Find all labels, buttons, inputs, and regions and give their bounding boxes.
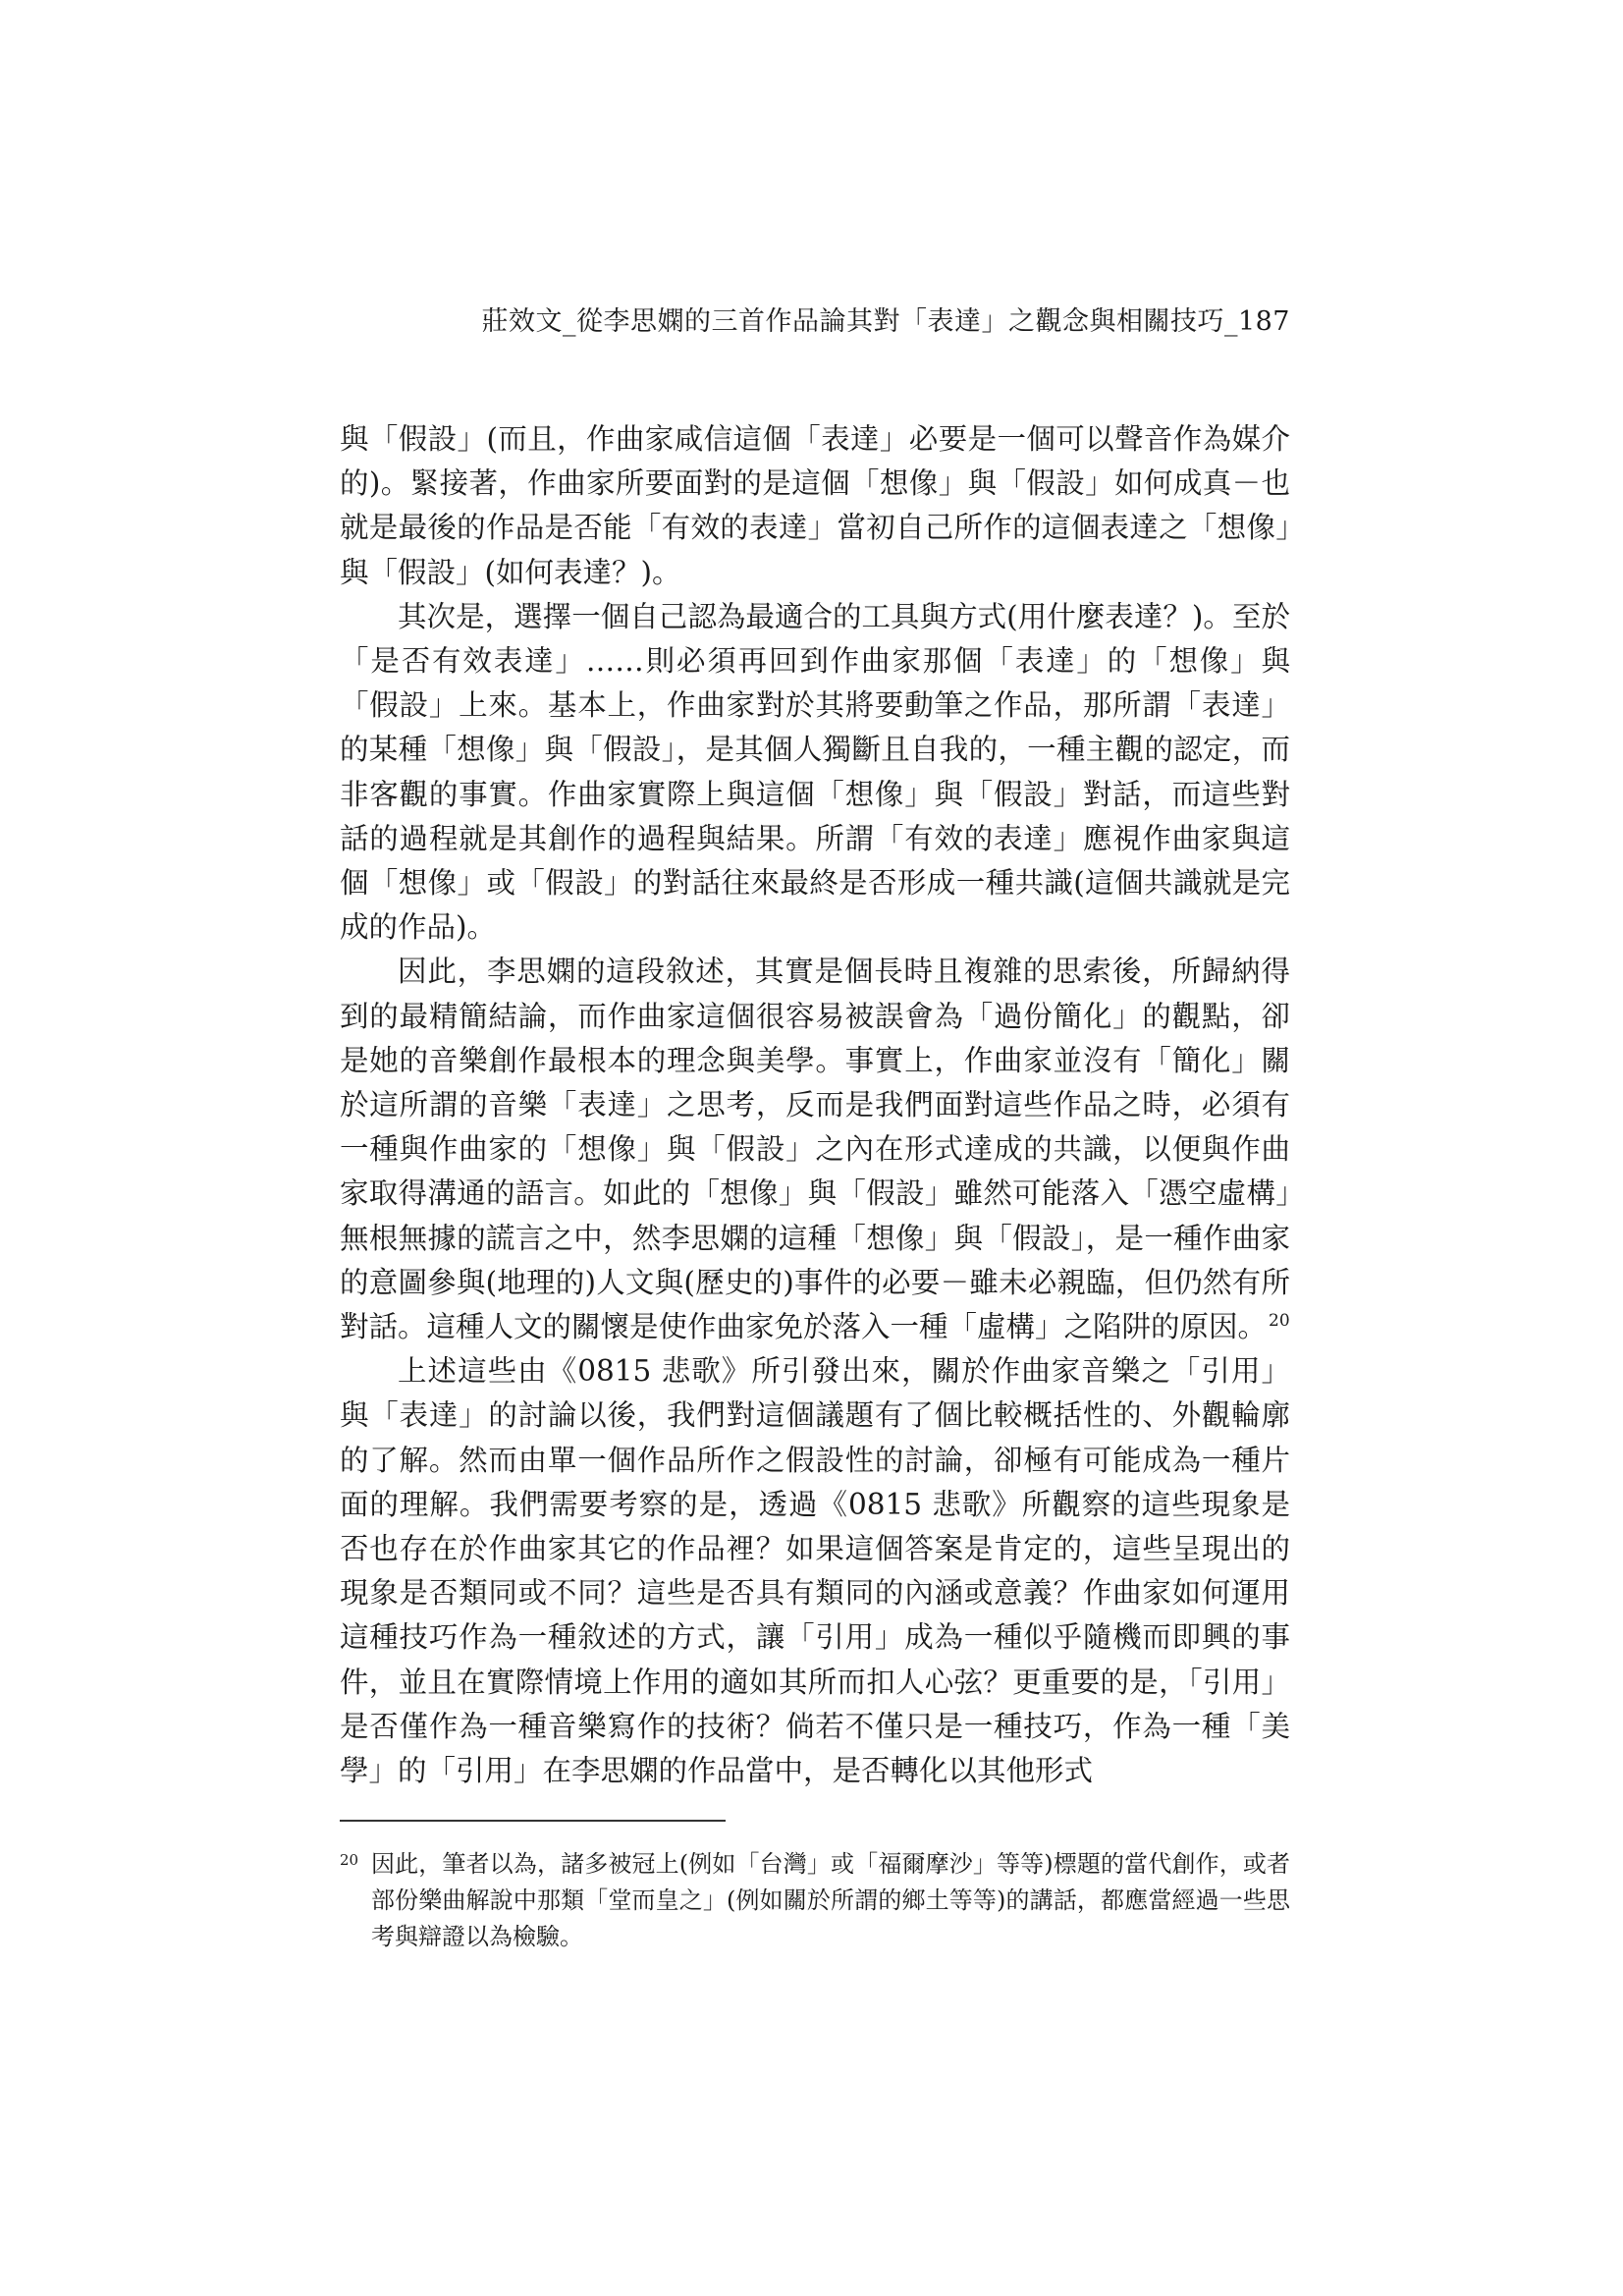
paragraph-4: 上述這些由《0815 悲歌》所引發出來，關於作曲家音樂之「引用」與「表達」的討論以後，我們對這個議題有了個比較概括性的、外觀輪廓的了解。然而由單一個作品所作之假設性的討論，卻極有可能成為一種片面的理解。我們需要考察的是，透過《0815 悲歌》所觀察的這些現象是否也存在於作曲家其它的作品裡？如果這個答案是肯定的，這些呈現出的現象是否類同或不同？這些是否具有類同的內涵或意義？作曲家如何運用這種技巧作為一種敘述的方式，讓「引用」成為一種似乎隨機而即興的事件，並且在實際情境上作用的適如其所而扣人心弦？更重要的是，「引用」是否僅作為一種音樂寫作的技術？倘若不僅只是一種技巧，作為一種「美學」的「引用」在李思嫻的作品當中，是否轉化以其他形式 — [340, 1354, 1290, 1788]
footnote-number: 20 — [340, 1851, 359, 1869]
footnote-text: 因此，筆者以為，諸多被冠上(例如「台灣」或「福爾摩沙」等等)標題的當代創作，或者部份樂曲解說中那類「堂而皇之」(例如關於所謂的鄉土等等)的講話，都應當經過一些思考與辯證以為檢驗。 — [371, 1850, 1290, 1950]
footnote — [340, 1846, 1290, 1955]
paragraph-1: 與「假設」(而且，作曲家咸信這個「表達」必要是一個可以聲音作為媒介的)。緊接著，作曲家所要面對的是這個「想像」與「假設」如何成真－也就是最後的作品是否能「有效的表達」當初自己所作的這個表達之「想像」與「假設」(如何表達？)。 — [340, 422, 1290, 589]
paragraph-3 — [340, 950, 1290, 1349]
body-text — [340, 417, 1290, 1793]
footnote-reference[interactable]: 20 — [1269, 1311, 1290, 1332]
footnote-divider — [340, 1820, 726, 1822]
running-header: 莊效文_從李思嫻的三首作品論其對「表達」之觀念與相關技巧_187 — [481, 306, 1290, 337]
paragraph-2: 其次是，選擇一個自己認為最適合的工具與方式(用什麼表達？)。至於「是否有效表達」……則必須再回到作曲家那個「表達」的「想像」與「假設」上來。基本上，作曲家對於其將要動筆之作品，那所謂「表達」的某種「想像」與「假設」，是其個人獨斷且自我的，一種主觀的認定，而非客觀的事實。作曲家實際上與這個「想像」與「假設」對話，而這些對話的過程就是其創作的過程與結果。所謂「有效的表達」應視作曲家與這個「想像」或「假設」的對話往來最終是否形成一種共識(這個共識就是完成的作品)。 — [340, 599, 1290, 945]
paragraph-3-text: 因此，李思嫻的這段敘述，其實是個長時且複雜的思索後，所歸納得到的最精簡結論，而作曲家這個很容易被誤會為「過份簡化」的觀點，卻是她的音樂創作最根本的理念與美學。事實上，作曲家並沒有「簡化」關於這所謂的音樂「表達」之思考，反而是我們面對這些作品之時，必須有一種與作曲家的「想像」與「假設」之內在形式達成的共識，以便與作曲家取得溝通的語言。如此的「想像」與「假設」雖然可能落入「憑空虛構」無根無據的謊言之中，然李思嫻的這種「想像」與「假設」，是一種作曲家的意圖參與(地理的)人文與(歷史的)事件的必要－雖未必親臨，但仍然有所對話。這種人文的關懷是使作曲家免於落入一種「虛構」之陷阱的原因。 — [340, 955, 1290, 1344]
